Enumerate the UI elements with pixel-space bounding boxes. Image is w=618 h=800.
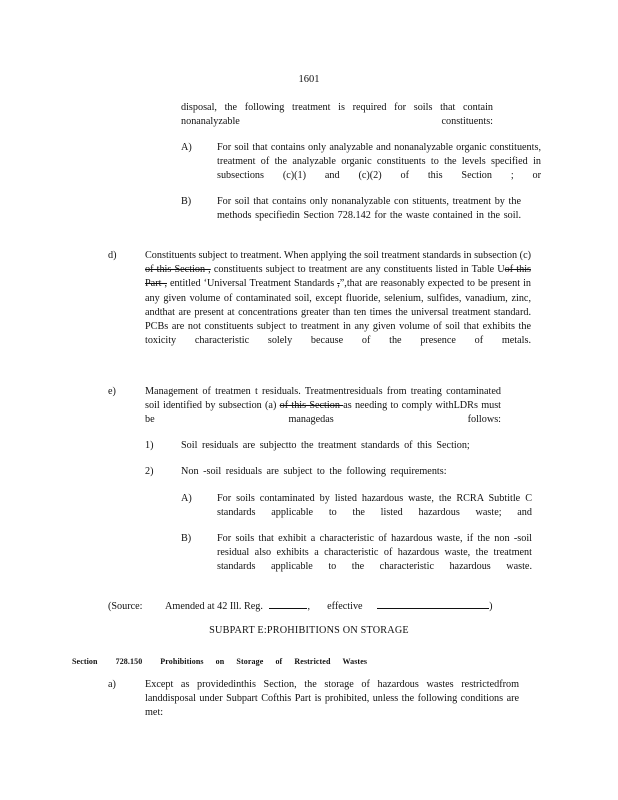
paragraph-text: as needing to comply withLDRs must be managedas follows: — [145, 400, 502, 426]
item-text: For soil that contains only analyzable and nonanalyzable organic constituents, treatment of the analyzable organic constituents to the levels specified in subsections (c)(1) and (c)(2) of this Section ; or — [217, 142, 541, 182]
paragraph-marker: d) — [108, 250, 117, 261]
item-text: For soils contaminated by listed hazardous waste, the RCRA Subtitle C standards applicable to the listed hazardous waste; and — [217, 493, 532, 519]
paragraph-text: ”,that are reasonably expected to be present in any given volume of contaminated soil, except fluoride, selenium, sulfides, vanadium, zinc, andthat are present at concentrations greater than ten times the universal treatment standard. PCBs are not constituents subject to treatment in any given volume of soil that exhibits the toxicity characteristic solely because of the presence of metals. — [145, 278, 531, 347]
subpart-heading: SUBPART E:PROHIBITIONS ON STORAGE — [209, 625, 409, 636]
effective-date-blank — [377, 599, 489, 609]
item-marker: B) — [181, 196, 192, 207]
item-marker: B) — [181, 533, 192, 544]
intro-paragraph: disposal, the following treatment is required for soils that contain nonanalyzable constituents: — [181, 102, 493, 128]
section-label: Section — [72, 657, 98, 666]
source-comma: , — [307, 601, 311, 612]
item-marker: A) — [181, 493, 192, 504]
source-effective: effective — [327, 601, 363, 612]
section-a-paragraph: Except as providedinthis Section, the storage of hazardous wastes restrictedfrom landdisposal under Subpart Cofthis Part is prohibited, unless the following conditions are met: — [145, 679, 519, 719]
paragraph-text: entitled ‘Universal Treatment Standards — [167, 278, 338, 290]
source-note — [108, 599, 508, 614]
source-open: (Source: — [108, 601, 143, 612]
strikethrough-text: of this Section — [279, 400, 344, 412]
strikethrough-text: of this Section , — [145, 264, 211, 276]
paragraph-d — [145, 249, 531, 363]
source-close: ) — [489, 601, 493, 612]
item-marker: A) — [181, 142, 192, 153]
item-marker: 2) — [145, 466, 154, 477]
item-text: Non -soil residuals are subject to the following requirements: — [181, 466, 447, 477]
paragraph-e — [145, 385, 501, 442]
paragraph-marker: a) — [108, 679, 116, 690]
item-text: For soil that contains only nonanalyzable con stituents, treatment by the methods specifiedin Section 728.142 for the waste contained in the soil. — [217, 196, 521, 222]
section-title: Prohibitions on Storage of Restricted Wastes — [160, 657, 368, 666]
paragraph-marker: e) — [108, 386, 116, 397]
paragraph-text: Constituents subject to treatment. When applying the soil treatment standards in subsection (c) — [145, 250, 531, 261]
section-heading — [72, 655, 592, 669]
item-text: For soils that exhibit a characteristic of hazardous waste, if the non -soil residual also exhibits a characteristic of hazardous waste, the treatment standards applicable to the characteristic hazardous waste. — [217, 533, 532, 573]
strikethrough-text: , — [337, 278, 340, 290]
item-text: Soil residuals are subjectto the treatment standards of this Section; — [181, 440, 470, 451]
source-amended: Amended at 42 Ill. Reg. — [165, 601, 263, 612]
paragraph-text: constituents subject to treatment are any constituents listed in Table U — [210, 264, 505, 276]
paragraph-text: Management of treatmen t residuals. Treatmentresiduals from treating contaminated soil identified by subsection (a) — [145, 386, 501, 412]
page-number: 1601 — [298, 74, 320, 85]
register-blank — [269, 599, 307, 609]
item-marker: 1) — [145, 440, 154, 451]
section-number: 728.150 — [115, 657, 143, 666]
strikethrough-text: of this Part , — [145, 264, 531, 290]
